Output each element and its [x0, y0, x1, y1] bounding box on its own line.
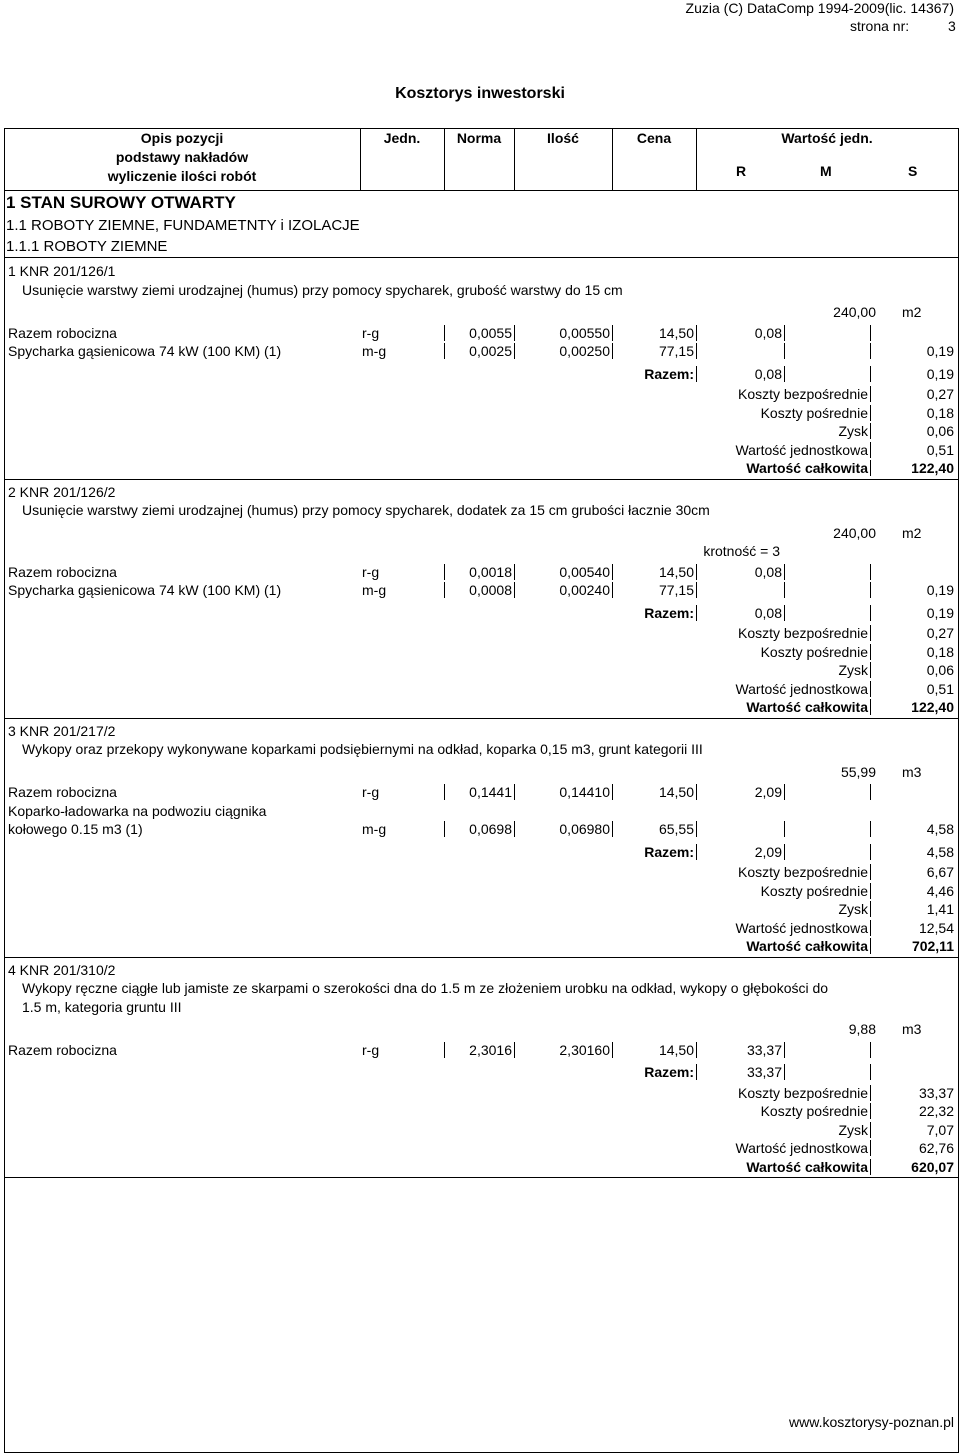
razem-label: Razem: — [644, 365, 694, 382]
position-code: 2 KNR 201/126/2 — [8, 483, 116, 500]
resource-norm: 0,0055 — [469, 324, 512, 341]
section-1-1: 1.1 ROBOTY ZIEMNE, FUNDAMETNTY i IZOLACJE — [6, 217, 360, 234]
summary-label: Zysk — [838, 423, 868, 439]
summary-value: 4,46 — [926, 882, 954, 899]
position-multiplier: krotność = 3 — [703, 543, 780, 559]
razem-s: 4,58 — [926, 843, 954, 860]
summary-value: 7,07 — [926, 1121, 954, 1138]
resource-qty: 0,14410 — [559, 784, 610, 800]
resource-price: 77,15 — [658, 582, 694, 598]
summary-label: Koszty pośrednie — [760, 643, 868, 660]
razem-r: 33,37 — [746, 1064, 782, 1080]
position-description: Usunięcie warstwy ziemi urodzajnej (humus) przy pomocy spycharek, grubość warstwy do 15 cm — [22, 281, 623, 298]
resource-name: Razem robocizna — [8, 563, 117, 580]
resource-norm: 2,3016 — [469, 1041, 512, 1058]
resource-unit: m-g — [362, 821, 387, 837]
summary-value: 0,06 — [926, 423, 954, 439]
resource-unit: m-g — [362, 343, 387, 359]
resource-qty: 0,06980 — [559, 821, 610, 837]
summary-value: 33,37 — [918, 1084, 954, 1101]
resource-qty: 0,00240 — [559, 582, 610, 598]
razem-label: Razem: — [644, 843, 694, 860]
position-description: Wykopy oraz przekopy wykonywane koparkami podsiębiernymi na odkład, koparka 0,15 m3, grunt kategorii III — [22, 741, 703, 757]
position-quantity: 240,00 — [833, 304, 876, 320]
summary-label: Wartość całkowita — [746, 460, 868, 476]
summary-label: Wartość całkowita — [746, 699, 868, 715]
summary-label: Zysk — [838, 662, 868, 678]
page-label: strona nr: — [850, 18, 910, 34]
resource-s: 0,19 — [926, 582, 954, 598]
position-code: 1 KNR 201/126/1 — [8, 263, 116, 279]
summary-label: Zysk — [838, 901, 868, 917]
header-price: Cena — [636, 130, 672, 146]
summary-label: Koszty bezpośrednie — [738, 625, 868, 641]
razem-r: 2,09 — [754, 843, 782, 860]
position-description: Wykopy ręczne ciągłe lub jamiste ze skarpami o szerokości dna do 1.5 m ze złożeniem urobku na odkład, wykopy o głębokości do — [22, 980, 829, 996]
position-description: Usunięcie warstwy ziemi urodzajnej (humus) przy pomocy spycharek, dodatek za 15 cm grubości łacznie 30cm — [22, 502, 710, 518]
resource-price: 14,50 — [658, 563, 694, 580]
resource-name: Razem robocizna — [8, 1041, 117, 1058]
header-value: Wartość jedn. — [781, 130, 873, 146]
resource-r: 0,08 — [754, 563, 782, 580]
summary-value: 0,51 — [926, 441, 954, 458]
resource-price: 65,55 — [658, 821, 694, 837]
position-quantity: 55,99 — [840, 763, 876, 780]
razem-r: 0,08 — [754, 604, 782, 621]
header-r: R — [736, 163, 747, 179]
summary-label: Koszty bezpośrednie — [738, 1084, 868, 1101]
header-desc-3: wyliczenie ilości robót — [107, 168, 257, 184]
resource-name: Razem robocizna — [8, 784, 117, 800]
summary-value: 62,76 — [918, 1140, 954, 1156]
header-norm: Norma — [456, 130, 502, 146]
resource-name: Spycharka gąsienicowa 74 kW (100 KM) (1) — [8, 582, 282, 598]
razem-s: 0,19 — [926, 365, 954, 382]
resource-unit: r-g — [362, 1041, 380, 1058]
resource-r: 33,37 — [746, 1041, 782, 1058]
resource-price: 77,15 — [658, 343, 694, 359]
summary-value: 0,27 — [926, 625, 954, 641]
resource-qty: 0,00540 — [559, 563, 610, 580]
program-info: Zuzia (C) DataComp 1994-2009(lic. 14367) — [685, 0, 954, 16]
position-description: 1.5 m, kategoria gruntu III — [22, 998, 182, 1015]
resource-qty: 2,30160 — [559, 1041, 610, 1058]
resource-price: 14,50 — [658, 324, 694, 341]
position-quantity: 240,00 — [833, 524, 876, 541]
resource-norm: 0,0008 — [469, 582, 512, 598]
position-unit: m2 — [902, 304, 922, 320]
summary-value: 22,32 — [918, 1103, 954, 1119]
summary-value: 122,40 — [911, 460, 954, 476]
header-m: M — [820, 163, 832, 179]
resource-r: 2,09 — [754, 784, 782, 800]
position-code: 3 KNR 201/217/2 — [8, 722, 116, 739]
summary-value: 1,41 — [926, 901, 954, 917]
resource-name: Koparko-ładowarka na podwoziu ciągnika — [8, 802, 267, 819]
section-1-1-1: 1.1.1 ROBOTY ZIEMNE — [6, 238, 168, 255]
summary-value: 12,54 — [918, 919, 954, 936]
summary-value: 6,67 — [926, 864, 954, 880]
position-code: 4 KNR 201/310/2 — [8, 961, 116, 978]
resource-norm: 0,0025 — [469, 343, 512, 359]
summary-label: Koszty bezpośrednie — [738, 386, 868, 402]
summary-label: Wartość jednostkowa — [735, 680, 868, 697]
resource-price: 14,50 — [658, 1041, 694, 1058]
header-qty: Ilość — [547, 130, 579, 146]
resource-name: kołowego 0.15 m3 (1) — [8, 821, 143, 837]
position-unit: m2 — [902, 524, 922, 541]
razem-r: 0,08 — [754, 365, 782, 382]
summary-value: 702,11 — [911, 938, 954, 954]
resource-unit: r-g — [362, 324, 380, 341]
resource-norm: 0,1441 — [469, 784, 512, 800]
razem-s: 0,19 — [926, 604, 954, 621]
summary-value: 0,18 — [926, 643, 954, 660]
position-unit: m3 — [902, 1021, 922, 1037]
document-title: Kosztorys inwestorski — [395, 85, 565, 102]
summary-value: 0,51 — [926, 680, 954, 697]
summary-value: 0,06 — [926, 662, 954, 678]
summary-label: Wartość jednostkowa — [735, 1140, 868, 1156]
summary-label: Koszty pośrednie — [760, 404, 868, 421]
resource-qty: 0,00550 — [559, 324, 610, 341]
summary-label: Koszty pośrednie — [760, 1103, 868, 1119]
summary-label: Wartość całkowita — [746, 1158, 868, 1175]
header-s: S — [908, 163, 918, 179]
resource-unit: r-g — [362, 563, 380, 580]
summary-label: Koszty pośrednie — [760, 882, 868, 899]
resource-name: Spycharka gąsienicowa 74 kW (100 KM) (1) — [8, 343, 282, 359]
summary-label: Koszty bezpośrednie — [738, 864, 868, 880]
resource-norm: 0,0018 — [469, 563, 512, 580]
razem-label: Razem: — [644, 1064, 694, 1080]
summary-label: Wartość całkowita — [746, 938, 868, 954]
summary-value: 620,07 — [911, 1158, 954, 1175]
resource-unit: m-g — [362, 582, 387, 598]
resource-qty: 0,00250 — [559, 343, 610, 359]
resource-s: 4,58 — [926, 821, 954, 837]
footer-site: www.kosztorysy-poznan.pl — [789, 1414, 954, 1430]
header-unit: Jedn. — [383, 130, 421, 146]
resource-r: 0,08 — [754, 324, 782, 341]
summary-label: Wartość jednostkowa — [735, 919, 868, 936]
header-desc-2: podstawy nakładów — [115, 149, 249, 165]
page-number: 3 — [948, 18, 956, 34]
section-1: 1 STAN SUROWY OTWARTY — [6, 193, 236, 212]
summary-value: 0,18 — [926, 404, 954, 421]
header-desc-1: Opis pozycji — [140, 130, 224, 146]
summary-label: Wartość jednostkowa — [735, 441, 868, 458]
summary-value: 0,27 — [926, 386, 954, 402]
summary-value: 122,40 — [911, 699, 954, 715]
resource-unit: r-g — [362, 784, 380, 800]
resource-name: Razem robocizna — [8, 324, 117, 341]
position-unit: m3 — [902, 763, 922, 780]
summary-label: Zysk — [838, 1121, 868, 1138]
resource-norm: 0,0698 — [469, 821, 512, 837]
razem-label: Razem: — [644, 604, 694, 621]
resource-s: 0,19 — [926, 343, 954, 359]
position-quantity: 9,88 — [848, 1021, 876, 1037]
resource-price: 14,50 — [658, 784, 694, 800]
